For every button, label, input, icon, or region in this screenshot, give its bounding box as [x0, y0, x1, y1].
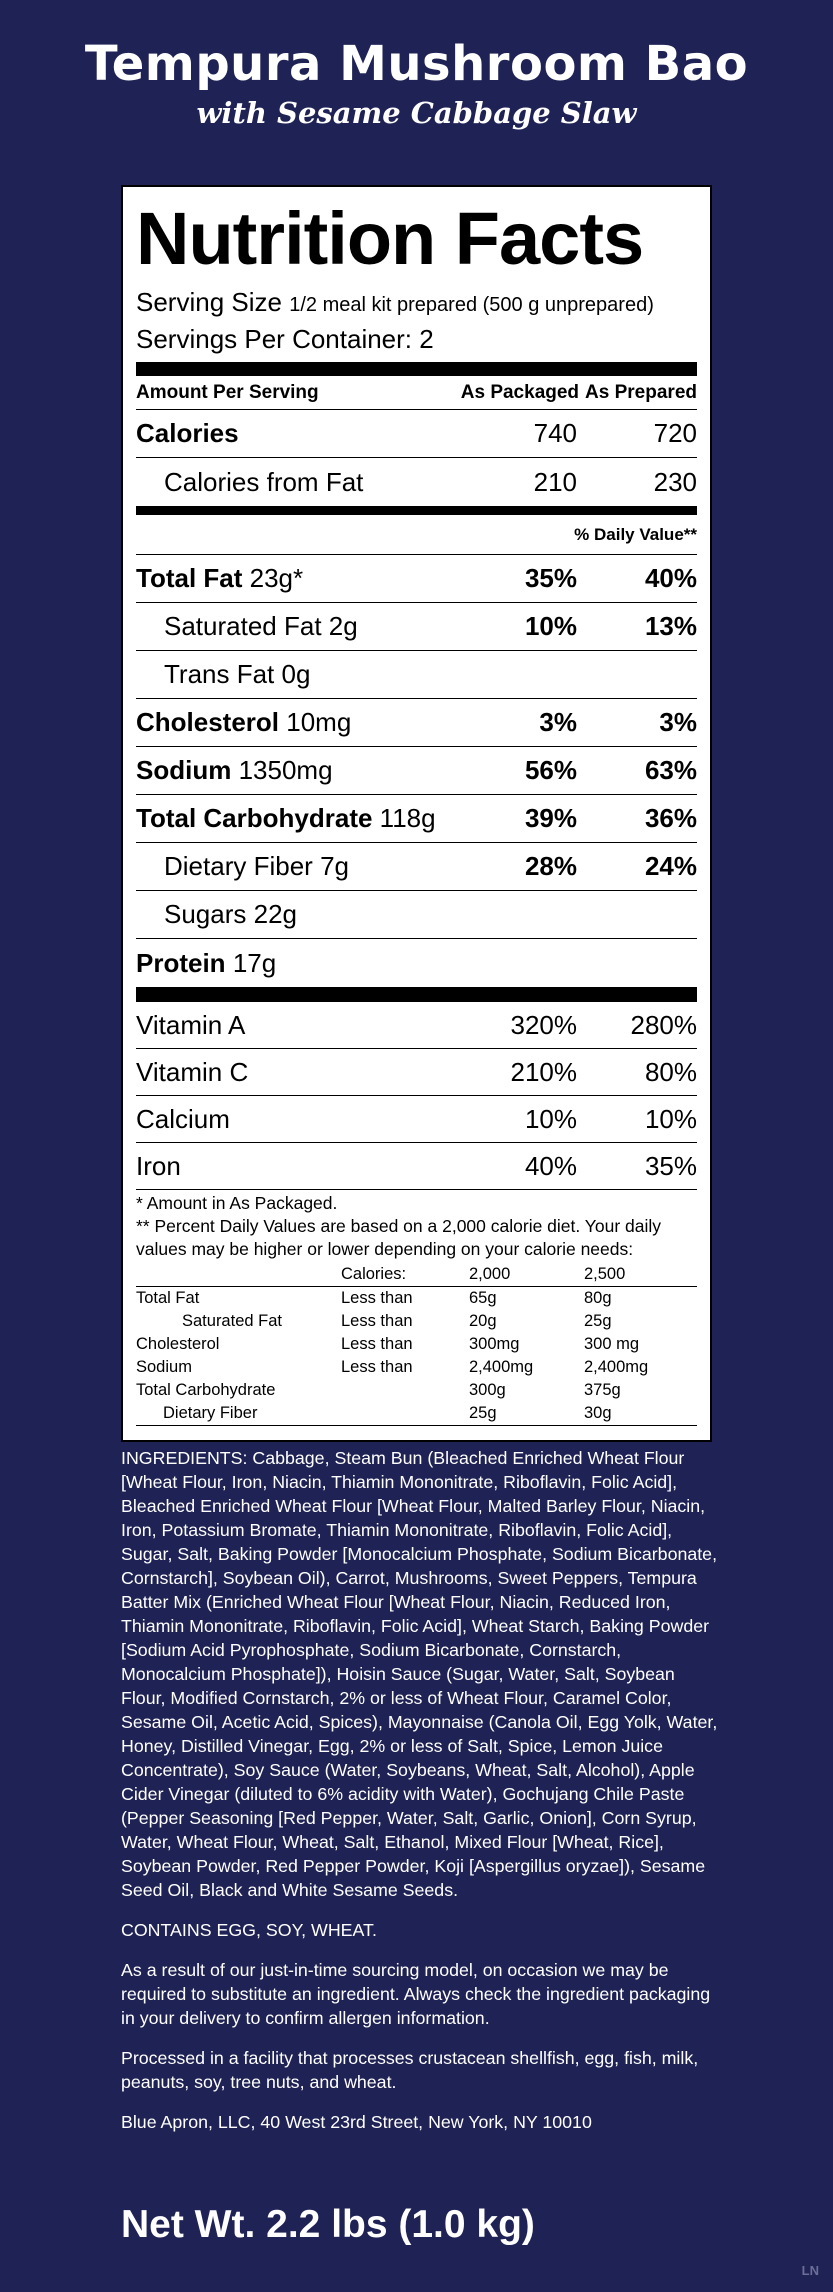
nutrient-row-protein — [136, 939, 697, 987]
nutrient-packaged: 35% — [524, 563, 577, 593]
daily-value-reference-table — [136, 1263, 697, 1426]
nutrient-amount: 22g — [253, 899, 298, 929]
serving-size-label: Serving Size — [136, 287, 282, 317]
nutrient-amount: 10mg — [286, 707, 352, 737]
daily-value-header: % Daily Value** — [136, 515, 697, 555]
vitamin-packaged: 40% — [524, 1150, 577, 1181]
nutrition-facts-heading: Nutrition Facts — [136, 197, 644, 280]
table-header-row: Calories: 2,000 2,500 — [136, 1263, 697, 1287]
net-weight: Net Wt. 2.2 lbs (1.0 kg) — [121, 2203, 535, 2246]
amount-per-serving-label: Amount Per Serving — [136, 381, 319, 403]
nutrient-name: Saturated Fat — [164, 611, 322, 641]
nutrient-packaged: 39% — [524, 803, 577, 833]
vitamin-packaged: 320% — [510, 1009, 577, 1040]
nutrient-name: Total Fat — [136, 563, 243, 593]
nutrient-name: Cholesterol — [136, 707, 280, 737]
serving-size-value: 1/2 meal kit prepared (500 g unprepared) — [289, 294, 654, 316]
amount-per-serving-row — [136, 376, 697, 410]
table-row: Dietary Fiber 25g 30g — [136, 1402, 697, 1426]
vitamin-name: Vitamin C — [136, 1056, 249, 1087]
product-subtitle: with Sesame Cabbage Slaw — [196, 96, 637, 130]
nutrient-name: Sodium — [136, 755, 232, 785]
column-headers — [461, 382, 697, 404]
vitamin-prepared: 10% — [644, 1103, 697, 1134]
nutrient-prepared: 40% — [644, 563, 697, 593]
vitamin-row-calcium — [136, 1096, 697, 1143]
nutrient-packaged: 56% — [524, 755, 577, 785]
product-title: Tempura Mushroom Bao — [84, 36, 749, 92]
nutrient-packaged: 3% — [539, 707, 577, 737]
vitamin-prepared: 35% — [644, 1150, 697, 1181]
nutrient-amount: 118g — [379, 803, 436, 833]
nutrient-name: Dietary Fiber — [164, 851, 313, 881]
nutrition-facts-panel — [121, 185, 712, 1442]
vitamin-row-c — [136, 1049, 697, 1096]
vitamin-prepared: 80% — [644, 1056, 697, 1087]
footnote-packaged: * Amount in As Packaged. — [136, 1193, 338, 1213]
vitamin-prepared: 280% — [630, 1009, 697, 1040]
nutrient-row-sugars — [136, 891, 697, 939]
nutrient-amount: 2g — [328, 611, 358, 641]
nutrient-prepared: 3% — [659, 707, 697, 737]
ingredients-section — [121, 1446, 721, 2150]
nutrient-prepared: 13% — [644, 611, 697, 641]
vitamin-row-a — [136, 1002, 697, 1049]
calories-from-fat-row — [136, 458, 697, 506]
nutrient-packaged: 28% — [524, 851, 577, 881]
nutrient-prepared: 63% — [644, 755, 697, 785]
servings-per-container: Servings Per Container: 2 — [136, 324, 434, 354]
vitamin-row-iron — [136, 1143, 697, 1190]
footnotes — [136, 1190, 697, 1261]
nutrient-name: Sugars — [164, 899, 247, 929]
nutrient-name: Total Carbohydrate — [136, 803, 373, 833]
calories-from-fat-prepared: 230 — [653, 466, 697, 497]
nutrient-prepared: 36% — [644, 803, 697, 833]
sourcing-note: As a result of our just-in-time sourcing model, on occasion we may be required to substitute an ingredient. Always check the ingredient packaging in your delivery to confirm allergen information. — [121, 1960, 711, 2028]
nutrient-amount: 17g — [232, 947, 277, 978]
nutrient-packaged: 10% — [524, 611, 577, 641]
calories-row — [136, 410, 697, 458]
serving-size — [136, 285, 697, 322]
calories-from-fat-packaged: 210 — [533, 466, 577, 497]
nutrient-row-saturated-fat — [136, 603, 697, 651]
nutrient-row-dietary-fiber — [136, 843, 697, 891]
col-packaged-header: As Packaged — [460, 381, 580, 403]
nutrient-name: Protein — [136, 947, 226, 978]
watermark: LN — [801, 2263, 819, 2278]
nutrient-prepared: 24% — [644, 851, 697, 881]
calories-packaged: 740 — [533, 418, 577, 448]
nutrient-amount: 7g — [320, 851, 349, 881]
nutrient-row-total-fat — [136, 555, 697, 603]
calories-label: Calories — [136, 418, 239, 448]
nutrient-amount: 0g — [281, 659, 311, 689]
table-row: Saturated Fat Less than 20g 25g — [182, 1312, 612, 1330]
vitamin-name: Vitamin A — [136, 1009, 246, 1040]
table-row: Total Fat Less than 65g 80g — [136, 1289, 612, 1307]
col-prepared-header: As Prepared — [585, 381, 697, 403]
nutrient-row-sodium — [136, 747, 697, 795]
vitamin-name: Calcium — [136, 1103, 230, 1134]
divider-medium — [136, 506, 697, 515]
table-row: Sodium Less than 2,400mg 2,400mg — [136, 1358, 649, 1376]
nutrient-row-trans-fat — [136, 651, 697, 699]
table-row: Total Carbohydrate 300g 375g — [136, 1381, 621, 1399]
company-address: Blue Apron, LLC, 40 West 23rd Street, New York, NY 10010 — [121, 2112, 592, 2132]
product-header — [0, 0, 833, 130]
footnote-daily-values: ** Percent Daily Values are based on a 2,000 calorie diet. Your daily values may be higher or lower depending on your calorie needs: — [136, 1216, 662, 1259]
allergen-statement: CONTAINS EGG, SOY, WHEAT. — [121, 1920, 377, 1940]
table-row: Cholesterol Less than 300mg 300 mg — [136, 1335, 640, 1353]
facility-note: Processed in a facility that processes crustacean shellfish, egg, fish, milk, peanuts, soy, tree nuts, and wheat. — [121, 2048, 699, 2092]
vitamin-name: Iron — [136, 1150, 181, 1181]
nutrient-row-total-carbohydrate — [136, 795, 697, 843]
vitamin-packaged: 10% — [524, 1103, 577, 1134]
nutrient-name: Trans Fat — [164, 659, 275, 689]
divider-heavy — [136, 987, 697, 1002]
nutrient-amount: 1350mg — [238, 755, 333, 785]
calories-from-fat-label: Calories from Fat — [164, 466, 364, 497]
nutrient-amount: 23g* — [249, 563, 304, 593]
calories-prepared: 720 — [653, 418, 697, 448]
divider-thick — [136, 362, 697, 376]
ingredients-list: INGREDIENTS: Cabbage, Steam Bun (Bleached Enriched Wheat Flour [Wheat Flour, Iron, Niacin, Thiamin Mononitrate, Riboflavin, Folic Acid], Bleached Enriched Wheat Flour [Wheat Flour, Malted Barley Flour, Niacin, Iron, Potassium Bromate, Thiamin Mononitrate, Riboflavin, Folic Acid], Sugar, Salt, Baking Powder [Monocalcium Phosphate, Sodium Bicarbonate, Cornstarch], Soybean Oil), Carrot, Mushrooms, Sweet Peppers, Tempura Batter Mix (Enriched Wheat Flour [Wheat Flour, Niacin, Reduced Iron, Thiamin Mononitrate, Riboflavin, Folic Acid], Wheat Starch, Baking Powder [Sodium Acid Pyrophosphate, Sodium Bicarbonate, Cornstarch, Monocalcium Phosphate]), Hoisin Sauce (Sugar, Water, Salt, Soybean Flour, Modified Cornstarch, 2% or less of Wheat Flour, Caramel Color, Sesame Oil, Acetic Acid, Spices), Mayonnaise (Canola Oil, Egg Yolk, Water, Honey, Distilled Vinegar, Egg, 2% or less of Salt, Spice, Lemon Juice Concentrate), Soy Sauce (Water, Soybeans, Wheat, Salt, Alcohol), Apple Cider Vinegar (diluted to 6% acidity with Water), Gochujang Chile Paste (Pepper Seasoning [Red Pepper, Water, Salt, Garlic, Onion], Corn Syrup, Water, Wheat Flour, Wheat, Salt, Ethanol, Mixed Flour [Wheat, Rice], Soybean Powder, Red Pepper Powder, Koji [Aspergillus oryzae]), Sesame Seed Oil, Black and White Sesame Seeds. — [121, 1448, 718, 1900]
nutrient-row-cholesterol — [136, 699, 697, 747]
vitamin-packaged: 210% — [510, 1056, 577, 1087]
